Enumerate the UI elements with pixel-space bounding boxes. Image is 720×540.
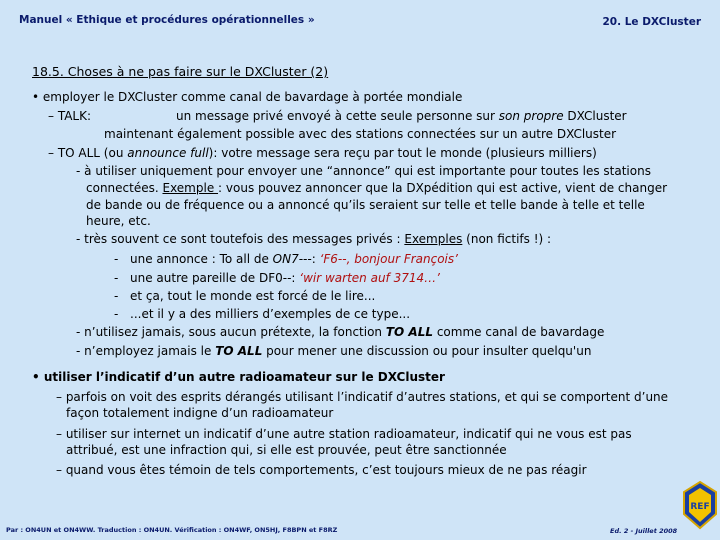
sub4-a: - n’employez jamais le bbox=[76, 344, 216, 358]
talk-line bbox=[48, 108, 91, 126]
sub3-toall: TO ALL bbox=[385, 325, 434, 339]
toall-line bbox=[48, 145, 597, 163]
footer-credits: Par : ON4UN et ON4WW. Traduction : ON4UN. Vérification : ON4WF, ON5HJ, F8BPN et F8RZ bbox=[6, 526, 338, 534]
sub2-line bbox=[76, 231, 551, 249]
bullet-1 bbox=[32, 89, 462, 107]
sub1-line-3: de bande ou de fréquence ou a annoncé qu’ils seraient sur telle et telle bande à telle et telle bbox=[86, 198, 645, 212]
sub2-b: (non fictifs !) : bbox=[462, 232, 552, 246]
ex3-dash: - bbox=[114, 289, 119, 303]
slide-title: 18.5. Choses à ne pas faire sur le DXCluster (2) bbox=[32, 64, 329, 79]
talk-line-2: maintenant également possible avec des stations connectées sur un autre DXCluster bbox=[104, 127, 617, 141]
sub1-exemple: Exemple bbox=[162, 181, 219, 195]
ex1-dash: - bbox=[114, 252, 119, 266]
sub2-exemples: Exemples bbox=[404, 232, 463, 246]
sub3-line bbox=[76, 324, 604, 342]
sub2-a: - très souvent ce sont toutefois des messages privés : bbox=[76, 232, 405, 246]
sub1-line-2 bbox=[86, 180, 667, 198]
monde: monde bbox=[440, 146, 482, 160]
header-manual-title: Manuel « Ethique et procédures opérationnelles » bbox=[19, 14, 315, 26]
ref-logo bbox=[680, 480, 720, 530]
s2-item3: – quand vous êtes témoin de tels comportements, c’est toujours mieux de ne pas réagir bbox=[56, 463, 587, 477]
talk-italic: son propre bbox=[498, 109, 564, 123]
ex1-b: : bbox=[311, 252, 320, 266]
sub1-line-4: heure, etc. bbox=[86, 214, 151, 228]
ex2-a: une autre pareille de DF0--: bbox=[130, 271, 300, 285]
sub4-c: pour mener une discussion ou pour insulter quelqu'un bbox=[262, 344, 592, 358]
s2-item1-l2: façon totalement indigne d’un radioamateur bbox=[66, 406, 334, 420]
footer-edition: Ed. 2 - Juillet 2008 bbox=[610, 527, 678, 535]
toall-label: – TO ALL bbox=[48, 146, 100, 160]
ex1-call: ON7--- bbox=[272, 252, 312, 266]
ex2-dash: - bbox=[114, 271, 119, 285]
talk-desc bbox=[176, 108, 627, 126]
talk-label: – TALK: bbox=[48, 109, 92, 123]
talk-text-a: un message privé envoyé à cette seule personne sur bbox=[176, 109, 499, 123]
sub1-l2b: : vous pouvez annoncer que la DXpédition qui est active, vient de changer bbox=[218, 181, 668, 195]
sub3-c: comme canal de bavardage bbox=[433, 325, 605, 339]
sub3-a: - n’utilisez jamais, sous aucun prétexte, la fonction bbox=[76, 325, 386, 339]
ex1-red: ‘F6--, bonjour François’ bbox=[319, 252, 458, 266]
sub4-toall: TO ALL bbox=[215, 344, 263, 358]
header-chapter: 20. Le DXCluster bbox=[602, 16, 701, 28]
svg-text:REF: REF bbox=[690, 502, 710, 512]
sub4-line bbox=[76, 343, 591, 361]
s2-item2-l1: – utiliser sur internet un indicatif d’une autre station radioamateur, indicatif qui ne vous est pas bbox=[56, 427, 632, 441]
ex1-line bbox=[130, 251, 458, 269]
ex4-dash: - bbox=[114, 307, 119, 321]
ex2-line bbox=[130, 270, 440, 288]
ex3-line: et ça, tout le monde est forcé de le lire... bbox=[130, 289, 376, 303]
bullet-dot: • bbox=[32, 90, 43, 104]
ex2-red: ‘wir warten auf 3714…’ bbox=[299, 271, 440, 285]
ex1-a: une annonce : To all de bbox=[130, 252, 273, 266]
talk-text-b: DXCluster bbox=[563, 109, 627, 123]
s2-item2-l2: attribué, est une infraction qui, si elle est prouvée, peut être sanctionnée bbox=[66, 443, 507, 457]
ex4-line: ...et il y a des milliers d’exemples de ce type... bbox=[130, 307, 411, 321]
toall-tail: (plusieurs milliers) bbox=[481, 146, 597, 160]
s2-item1-l1: – parfois on voit des esprits dérangés utilisant l’indicatif d’autres stations, et qui se comportent d’une bbox=[56, 390, 669, 404]
announce-full: announce full bbox=[127, 146, 209, 160]
bullet-1-text: employer le DXCluster comme canal de bavardage à portée mondiale bbox=[42, 90, 463, 104]
sub1-l2a: connectées. bbox=[86, 181, 163, 195]
bullet-2-text: utiliser l’indicatif d’un autre radioamateur sur le DXCluster bbox=[43, 370, 445, 384]
toall-paren-b: ): votre message sera reçu par tout le bbox=[208, 146, 441, 160]
bullet-dot: • bbox=[32, 370, 44, 384]
sub1-line-1: - à utiliser uniquement pour envoyer une “annonce” qui est importante pour toutes les stations bbox=[76, 164, 651, 178]
bullet-2 bbox=[32, 369, 445, 387]
toall-paren-a: (ou bbox=[99, 146, 128, 160]
